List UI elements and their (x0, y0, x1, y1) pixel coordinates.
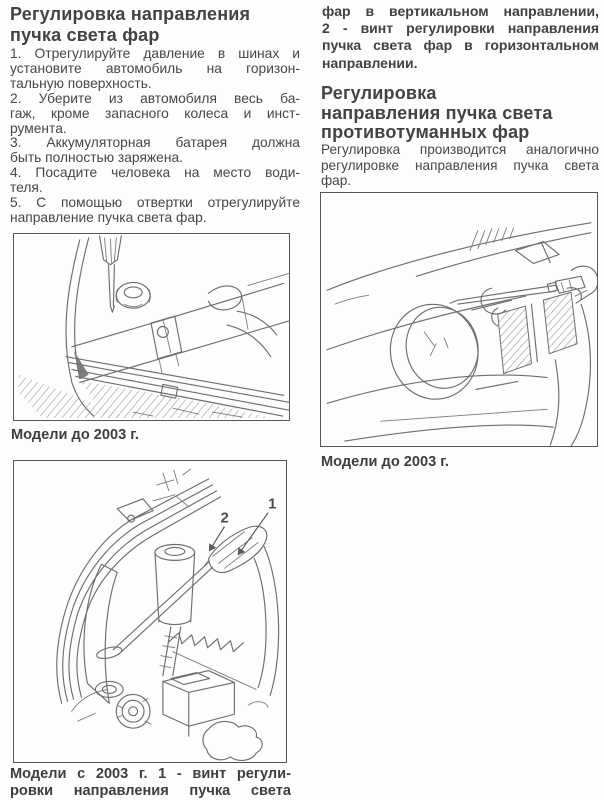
right-heading: Регулировка направления пучка света противотуманных фар (321, 83, 553, 142)
figure-headlamp-screw-pre2003 (13, 233, 290, 421)
right-body: Регулировка производится аналогично регулировке направления пучка света фар. (321, 142, 599, 189)
battery-block (163, 671, 234, 737)
engine-bay-drawing (14, 461, 286, 762)
adjuster-knob (116, 282, 151, 308)
foglamp-adjust-drawing (321, 193, 597, 446)
figure-foglamp-pre2003 (320, 192, 598, 447)
adjuster-cylinder (155, 544, 195, 675)
ribbed-cap (116, 694, 151, 728)
figure1-caption: Модели до 2003 г. (11, 427, 139, 443)
step-5: 5. С помощью отвертки отрегулируйте направление пучка света фар. (10, 195, 300, 225)
figure-headlamp-screws-2003 (13, 460, 287, 763)
figure3-caption: Модели до 2003 г. (321, 454, 449, 470)
fog-lamp (382, 296, 518, 407)
step-2: 2. Уберите из автомобиля весь ба- гаж, кроме запасного колеса и инст- румента. (10, 90, 300, 136)
left-steps (10, 47, 300, 226)
step-4: 4. Посадите человека на место води- теля. (10, 165, 300, 196)
step-3: 3. Аккумуляторная батарея должна быть полностью заряжена. (10, 135, 300, 166)
figure2-label-2: 2 (220, 510, 229, 527)
figure2-caption: Модели с 2003 г. 1 - винт регули- ровки направления пучка света (10, 766, 291, 800)
hand-sleeve (550, 266, 597, 446)
step-1: 1. Отрегулируйте давление в шинах и установите автомобиль на горизон- тальную поверхность. (10, 46, 300, 91)
mount-bracket (151, 316, 182, 372)
left-heading: Регулировка направления пучка света фар (10, 4, 251, 45)
headlamp-adjust-drawing (14, 234, 289, 420)
figure2-label-1: 1 (268, 496, 277, 513)
right-continuation: фар в вертикальном направлении, 2 - винт регулировки направления пучка света фар в горизонтальном направлении. (322, 3, 599, 71)
